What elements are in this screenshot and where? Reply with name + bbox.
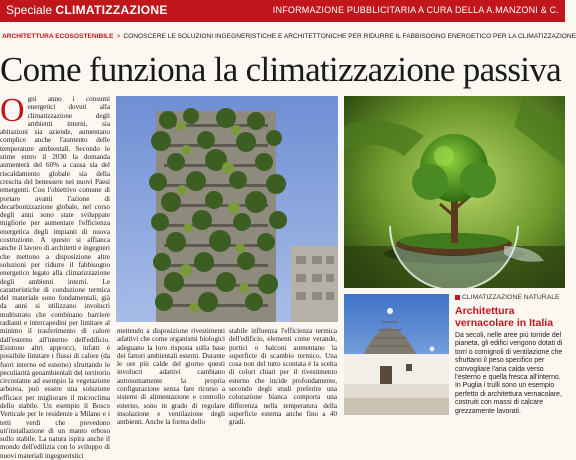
sidebar-kicker [455,294,565,301]
section-name: CLIMATIZZAZIONE [55,3,168,17]
drop-cap: O [0,92,25,129]
kicker-text: CONOSCERE LE SOLUZIONI INGEGNERISTICHE E ARCHITETTONICHE PER RIDURRE IL FABBISOGNO ENERGETICO PER LA CLIMATIZZAZIONE [123,33,576,40]
advertising-note: INFORMAZIONE PUBBLICITARIA A CURA DELLA A.MANZONI & C. [272,5,559,15]
trulli-photo [344,294,449,415]
vertical-forest-photo [116,96,338,322]
article-column-2: mettendo a disposizione rivestimenti adattivi che come organismi biologici adeguano la loro risposta sulla base dei fattori ambientali esterni. Durante le ore più calde del giorno questi involucri adattivi cambiano autonomamente la propria configurazione senza fare ricorso a sistemi di alimentazione e controllo esterno, sono in grado di regolare insolazione e ventilazione degli ambienti. Anche la forma dello [117,327,225,427]
column-1-text: gni anno i consumi energetici dovuti alla climatizzazione degli ambienti interni, sia abitazioni sia aziende, aumentano complice anche l'aumento delle temperature ambientali. Secondo le stime entro il 2030 la domanda aumenterà del 60% a causa sia del riscaldamento globale sia della crescita del benessere nei nuovi Paesi emergenti. Con l'obiettivo comune di portare avanti l'azione di decarbonizzazione globale, nel corso degli anni sono state sviluppate migliorie per aumentare l'efficienza energetica degli impianti di nuova costruzione. A questo si affianca anche il lavoro di architetti e ingegneri che mettono a disposizione altre soluzioni per ridurre il fabbisogno energetico legato alla climatizzazione degli ambienti interni. Le caratteristiche di conduzione termica del materiale sono fondamentali, già da anni si utilizzano involucri multistrato che combinano barriere radianti e intercapedini per limitare al minimo il trasferimento di calore dall'esterno all'interno dell'edificio. Esistono altri approcci, infatti è possibile limitare i flussi di calore (da fuori interno ed esterno) sfruttando le peculiarità geoambientali del territorio circostante ad esempio la vegetazione arborea, può essere una soluzione efficace per migliorare il microclima dello stabile. Un esempio il Bosco Verticale per le residenze a Milano e i tetti verdi che prevedono un'installazione di un manto erboso sullo stabile. La natura ispira anche il mondo dell'edilizia con lo sviluppo di nuovi materiali ingegneristici [0,95,110,460]
sidebar-title: Architettura vernacolare in Italia [455,305,554,329]
sidebar-text [455,294,565,416]
section-header-bar [0,0,565,22]
red-square-icon [455,295,460,300]
article-headline: Come funziona la climatizzazione passiva [0,50,561,89]
kicker-tag: ARCHITETTURA ECOSOSTENIBILE [2,33,114,40]
article-column-1 [0,92,110,460]
kicker-separator: > [116,33,121,40]
glass-sphere-tree-photo [344,96,565,288]
sidebar-kicker-text: CLIMATIZZAZIONE NATURALE [462,294,560,301]
section-prefix: Speciale [6,3,53,17]
sidebar-body: Da secoli, nelle aree più torride del pianeta, gli edifici vengono dotati di torri o comignoli di ventilazione che sfruttano il peso specifico per convogliare l'aria calda verso l'esterno e quella fresca all'interno. In Puglia i trulli sono un esempio perfetto di architettura vernacolare, costruiti con massi di calcare grezzamente lavorati. [455,332,563,415]
section-label [6,3,168,17]
article-kicker [2,33,576,40]
article-column-3: stabile influenza l'efficienza termica dell'edificio, elementi come verande, portici o balconi aumentano la superficie di scambio termico. Una cosa non del tutto scontata è la scelta di colori chiari per il rivestimento esterno che incide profondamente, secondo degli studi preferire una colorazione bianca comporta una differenza nella temperatura della superficie esterna anche fino a 40 gradi. [229,327,337,427]
sidebar-box [344,292,565,415]
